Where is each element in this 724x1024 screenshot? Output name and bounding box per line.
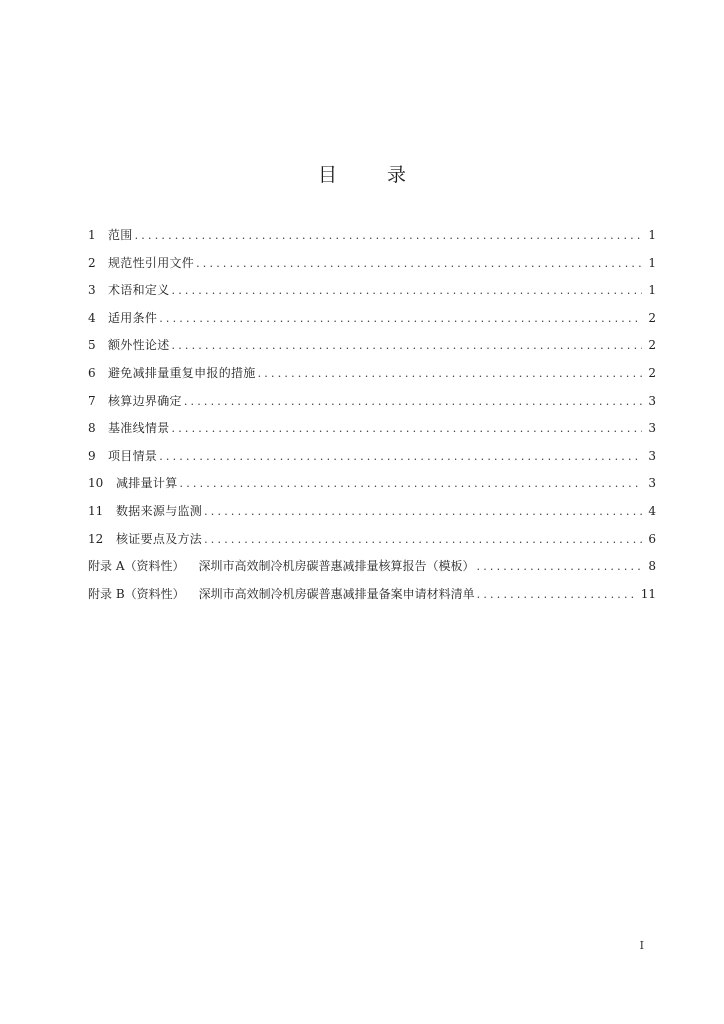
toc-entry-number: 6: [88, 365, 96, 380]
table-of-contents: [88, 226, 656, 612]
toc-leader-dots: [172, 422, 642, 435]
toc-entry-page: 11: [640, 586, 656, 601]
toc-entry[interactable]: [88, 447, 656, 475]
toc-leader-dots: [477, 588, 637, 601]
toc-entry-page: 1: [648, 228, 656, 242]
toc-entry-number: 5: [88, 338, 96, 353]
toc-entry[interactable]: [88, 226, 656, 254]
toc-appendix-label: 深圳市高效制冷机房碳普惠减排量核算报告（模板）: [198, 559, 475, 574]
toc-entry-number: 3: [88, 283, 96, 298]
toc-entry-page: 3: [648, 421, 656, 436]
toc-entry[interactable]: [88, 309, 656, 337]
toc-entry-page: 6: [648, 531, 656, 546]
toc-entry-number: 4: [88, 310, 96, 325]
toc-entry-number: 8: [88, 421, 96, 436]
toc-entry-number: 11: [88, 503, 104, 518]
toc-entry-label: 减排量计算: [116, 476, 178, 491]
toc-leader-dots: [135, 229, 642, 242]
toc-leader-dots: [204, 533, 642, 546]
toc-entry-label: 范围: [108, 228, 133, 242]
toc-leader-dots: [159, 450, 642, 463]
toc-appendix-prefix: 附录 A（资料性）: [88, 559, 185, 574]
toc-appendix-entry[interactable]: [88, 557, 656, 585]
toc-entry[interactable]: [88, 502, 656, 530]
toc-entry-label: 适用条件: [108, 310, 158, 325]
toc-leader-dots: [196, 257, 642, 270]
page-number: I: [639, 939, 644, 952]
toc-entry-page: 2: [648, 365, 656, 380]
toc-entry-label: 术语和定义: [108, 283, 170, 298]
toc-entry-number: 9: [88, 448, 96, 463]
toc-entry-number: 12: [88, 531, 104, 546]
toc-leader-dots: [180, 477, 642, 490]
toc-entry-label: 额外性论述: [108, 338, 170, 353]
toc-entry-label: 基准线情景: [108, 421, 170, 436]
toc-entry-label: 数据来源与监测: [116, 503, 203, 518]
toc-entry[interactable]: [88, 392, 656, 420]
toc-entry-page: 1: [648, 283, 656, 298]
toc-entry[interactable]: [88, 419, 656, 447]
toc-entry[interactable]: [88, 336, 656, 364]
toc-entry-label: 规范性引用文件: [108, 255, 195, 270]
toc-leader-dots: [172, 284, 642, 297]
toc-entry-page: 8: [648, 559, 656, 574]
toc-entry-page: 4: [648, 503, 656, 518]
toc-entry-label: 项目情景: [108, 448, 158, 463]
toc-entry-page: 2: [648, 338, 656, 353]
page-title: 目 录: [317, 164, 429, 186]
toc-leader-dots: [172, 339, 642, 352]
toc-entry-page: 3: [648, 448, 656, 463]
toc-appendix-label: 深圳市高效制冷机房碳普惠减排量备案申请材料清单: [198, 586, 475, 601]
toc-leader-dots: [184, 395, 642, 408]
toc-entry-page: 3: [648, 476, 656, 491]
toc-leader-dots: [477, 560, 643, 573]
toc-entry-page: 2: [648, 310, 656, 325]
toc-entry[interactable]: [88, 530, 656, 558]
toc-entry-number: 2: [88, 255, 96, 270]
toc-entry[interactable]: [88, 254, 656, 282]
toc-leader-dots: [204, 505, 642, 518]
toc-appendix-text: [88, 585, 475, 602]
toc-entry-number: 10: [88, 476, 104, 491]
toc-leader-dots: [258, 367, 642, 380]
toc-entry[interactable]: [88, 364, 656, 392]
toc-entry-label: 核证要点及方法: [116, 531, 203, 546]
toc-appendix-entry[interactable]: [88, 585, 656, 613]
toc-appendix-prefix: 附录 B（资料性）: [88, 586, 185, 601]
toc-entry-page: 3: [648, 393, 656, 408]
toc-entry[interactable]: [88, 474, 656, 502]
toc-entry-number: 1: [88, 228, 96, 242]
toc-entry-label: 核算边界确定: [108, 393, 182, 408]
toc-leader-dots: [159, 312, 642, 325]
toc-entry-label: 避免减排量重复申报的措施: [108, 365, 256, 380]
toc-entry[interactable]: [88, 281, 656, 309]
toc-appendix-text: [88, 557, 475, 574]
toc-entry-page: 1: [648, 255, 656, 270]
toc-entry-number: 7: [88, 393, 96, 408]
